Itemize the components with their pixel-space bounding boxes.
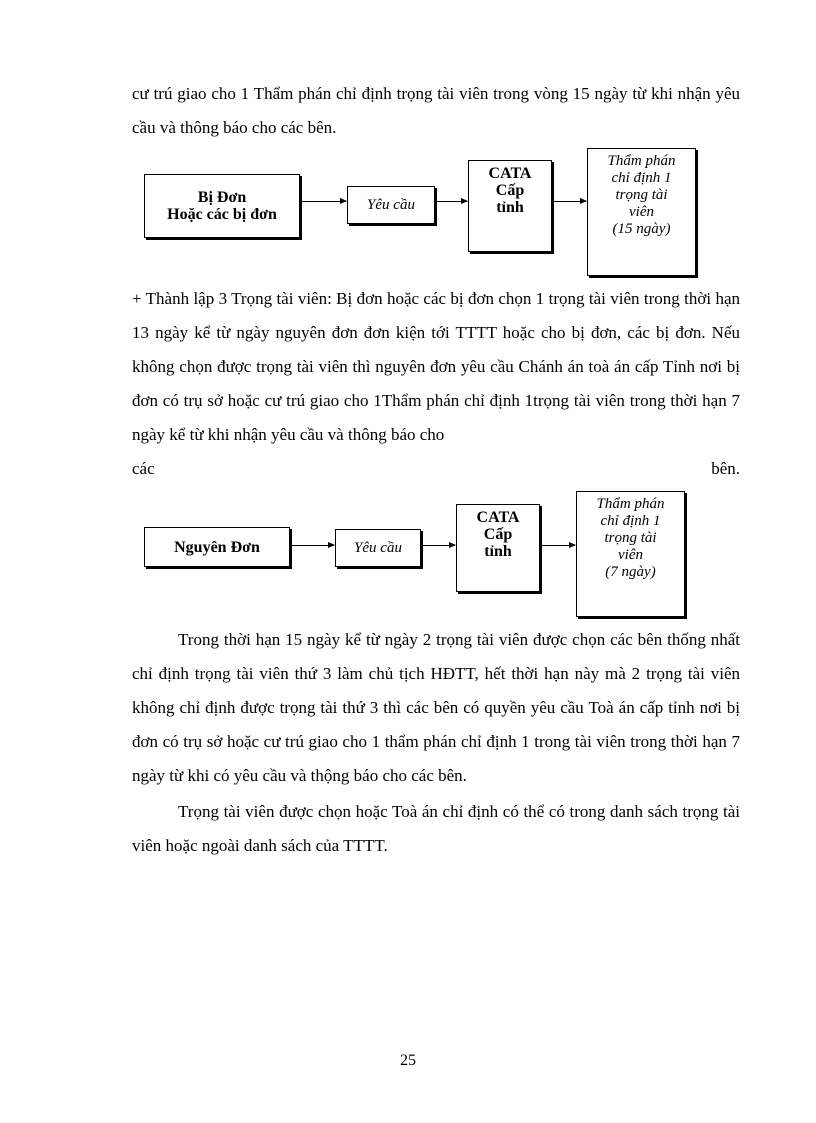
judge-label-2d: viên: [618, 547, 643, 563]
request-label-1: Yêu cầu: [367, 196, 415, 213]
request-box-2: [335, 529, 421, 567]
court-label-1a: CATA: [488, 165, 532, 182]
arrow-2b: [421, 545, 455, 546]
arrow-1b: [435, 201, 467, 202]
judge-box-2: [576, 491, 685, 617]
court-label-2c: tỉnh: [484, 543, 512, 560]
paragraph-2-end-right: bên.: [711, 459, 740, 478]
judge-label-1c: trọng tài: [615, 187, 668, 203]
paragraph-1: cư trú giao cho 1 Thẩm phán chỉ định trọng tài viên trong vòng 15 ngày từ khi nhận yêu cầu và thông báo cho các bên.: [132, 84, 740, 137]
page-number: 25: [400, 1052, 416, 1069]
judge-label-1e: (15 ngày): [612, 221, 671, 237]
judge-label-2c: trọng tài: [604, 530, 657, 546]
court-label-1b: Cấp: [495, 182, 525, 199]
defendant-label-1: Bị Đơn: [197, 189, 247, 206]
arrow-1c: [552, 201, 586, 202]
judge-box-1: [587, 148, 696, 276]
judge-label-2b: chỉ định 1: [600, 513, 661, 529]
judge-label-2e: (7 ngày): [605, 564, 656, 580]
arrow-2a: [290, 545, 334, 546]
paragraph-4: Trọng tài viên được chọn hoặc Toà án chỉ định có thể có trong danh sách trọng tài viên hoặc ngoài danh sách của TTTT.: [132, 802, 740, 855]
court-box-2: [456, 504, 540, 592]
paragraph-2-last-line: [132, 452, 740, 486]
plaintiff-label: Nguyên Đơn: [174, 538, 260, 556]
court-box-1: [468, 160, 552, 252]
judge-label-1d: viên: [629, 204, 654, 220]
paragraph-3: Trong thời hạn 15 ngày kể từ ngày 2 trọng tài viên được chọn các bên thống nhất chỉ định trọng tài viên thứ 3 làm chủ tịch HĐTT, hết thời hạn này mà 2 trọng tài viên không chỉ định được trọng tài thứ 3 thì các bên có quyền yêu cầu Toà án cấp tỉnh nơi bị đơn có trụ sở hoặc cư trú giao cho 1 thẩm phán chỉ định 1 trong tài viên trong thời hạn 7 ngày từ khi có yêu cầu và thộng báo cho các bên.: [132, 630, 740, 785]
paragraph-2-end-left: các: [132, 459, 155, 478]
judge-label-1b: chỉ định 1: [611, 170, 672, 186]
court-label-2b: Cấp: [483, 526, 513, 543]
defendant-box: [144, 174, 300, 238]
court-label-2a: CATA: [476, 509, 520, 526]
request-box-1: [347, 186, 435, 224]
court-label-1c: tỉnh: [496, 199, 524, 216]
defendant-label-2: Hoặc các bị đơn: [167, 206, 277, 223]
arrow-2c: [540, 545, 575, 546]
arrow-1a: [300, 201, 346, 202]
paragraph-2: + Thành lập 3 Trọng tài viên: Bị đơn hoặc các bị đơn chọn 1 trọng tài viên trong thời hạn 13 ngày kể từ ngày nguyên đơn đơn kiện tới TTTT hoặc cho bị đơn, các bị đơn. Nếu không chọn được trọng tài viên thì nguyên đơn yêu cầu Chánh án toà án cấp Tỉnh nơi bị đơn có trụ sở hoặc cư trú giao cho 1Thẩm phán chỉ định 1trọng tài viên trong thời hạn 7 ngày kể từ khi nhận yêu cầu và thông báo cho: [132, 289, 740, 444]
request-label-2: Yêu cầu: [354, 539, 402, 556]
plaintiff-box: [144, 527, 290, 567]
judge-label-1a: Thẩm phán: [607, 153, 676, 169]
judge-label-2a: Thẩm phán: [596, 496, 665, 512]
